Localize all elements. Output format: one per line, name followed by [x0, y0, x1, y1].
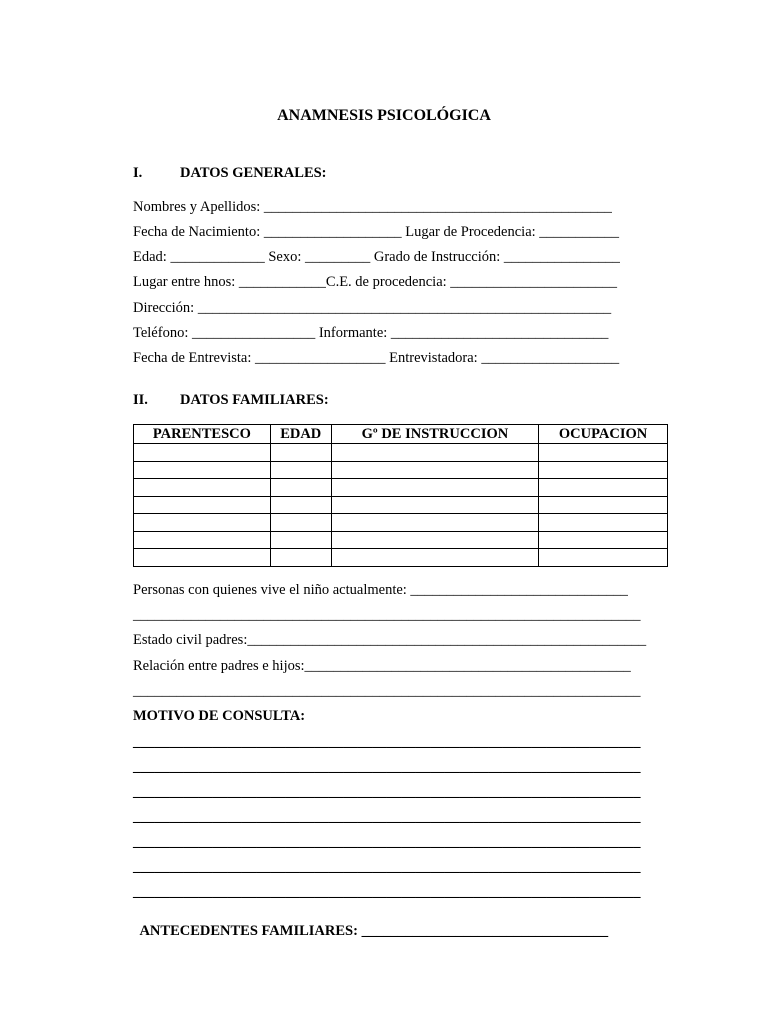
motivo-line: ______________________________________________________________________ [133, 809, 641, 825]
table-cell[interactable] [539, 496, 668, 514]
table-cell[interactable] [331, 531, 538, 549]
antecedentes-label: ANTECEDENTES FAMILIARES: [139, 922, 358, 939]
motivo-line: ______________________________________________________________________ [133, 759, 641, 775]
table-row [134, 531, 668, 549]
table-cell[interactable] [539, 479, 668, 497]
field-estado-civil: Estado civil padres:_______________________________________________________ [133, 632, 647, 648]
field-nombres: Nombres y Apellidos: ________________________________________________ [133, 199, 612, 215]
field-personas-vive: Personas con quienes vive el niño actualmente: ______________________________ [133, 582, 628, 598]
table-cell[interactable] [331, 444, 538, 462]
section-2-heading: DATOS FAMILIARES: [180, 392, 329, 408]
table-cell[interactable] [270, 479, 331, 497]
table-cell[interactable] [331, 461, 538, 479]
table-cell[interactable] [539, 461, 668, 479]
table-cell[interactable] [134, 514, 271, 532]
field-lugar-hnos: Lugar entre hnos: ____________C.E. de procedencia: _______________________ [133, 274, 618, 290]
column-header-ocupacion: OCUPACION [539, 425, 668, 444]
table-cell[interactable] [331, 496, 538, 514]
table-cell[interactable] [539, 549, 668, 567]
motivo-line: ______________________________________________________________________ [133, 784, 641, 800]
document-title: ANAMNESIS PSICOLÓGICA [277, 107, 491, 124]
field-fecha-entrevista: Fecha de Entrevista: __________________ Entrevistadora: ___________________ [133, 350, 620, 366]
column-header-parentesco: PARENTESCO [134, 425, 271, 444]
field-relacion-padres: Relación entre padres e hijos:_____________________________________________ [133, 658, 631, 674]
table-cell[interactable] [270, 531, 331, 549]
table-cell[interactable] [270, 514, 331, 532]
field-telefono: Teléfono: _________________ Informante: ______________________________ [133, 325, 609, 341]
table-cell[interactable] [331, 479, 538, 497]
table-cell[interactable] [134, 496, 271, 514]
column-header-instruccion: Gº DE INSTRUCCION [331, 425, 538, 444]
family-table-header [134, 425, 668, 444]
blank-line: ______________________________________________________________________ [133, 683, 641, 699]
table-row [134, 444, 668, 462]
table-cell[interactable] [331, 514, 538, 532]
table-cell[interactable] [134, 461, 271, 479]
table-cell[interactable] [134, 479, 271, 497]
blank-line: ______________________________________________________________________ [133, 607, 641, 623]
motivo-line: ______________________________________________________________________ [133, 734, 641, 750]
table-row [134, 479, 668, 497]
table-cell[interactable] [134, 531, 271, 549]
section-1-number: I. [133, 165, 143, 181]
table-cell[interactable] [539, 514, 668, 532]
field-direccion: Dirección: _________________________________________________________ [133, 300, 612, 316]
antecedentes-field [133, 909, 608, 938]
section-2-number: II. [133, 392, 148, 408]
table-row [134, 461, 668, 479]
table-row [134, 514, 668, 532]
motivo-heading: MOTIVO DE CONSULTA: [133, 708, 306, 724]
column-header-edad: EDAD [270, 425, 331, 444]
family-table [133, 424, 668, 567]
motivo-line: ______________________________________________________________________ [133, 884, 641, 900]
section-1-heading: DATOS GENERALES: [180, 165, 327, 181]
table-cell[interactable] [539, 444, 668, 462]
antecedentes-blank: __________________________________ [357, 922, 609, 939]
table-cell[interactable] [539, 531, 668, 549]
table-cell[interactable] [134, 549, 271, 567]
table-cell[interactable] [270, 461, 331, 479]
table-cell[interactable] [331, 549, 538, 567]
table-cell[interactable] [134, 444, 271, 462]
table-cell[interactable] [270, 496, 331, 514]
motivo-line: ______________________________________________________________________ [133, 859, 641, 875]
table-cell[interactable] [270, 444, 331, 462]
table-row [134, 549, 668, 567]
table-cell[interactable] [270, 549, 331, 567]
table-row [134, 496, 668, 514]
field-edad: Edad: _____________ Sexo: _________ Grado de Instrucción: ________________ [133, 249, 620, 265]
field-fecha-nacimiento: Fecha de Nacimiento: ___________________ Lugar de Procedencia: ___________ [133, 224, 620, 240]
motivo-line: ______________________________________________________________________ [133, 834, 641, 850]
